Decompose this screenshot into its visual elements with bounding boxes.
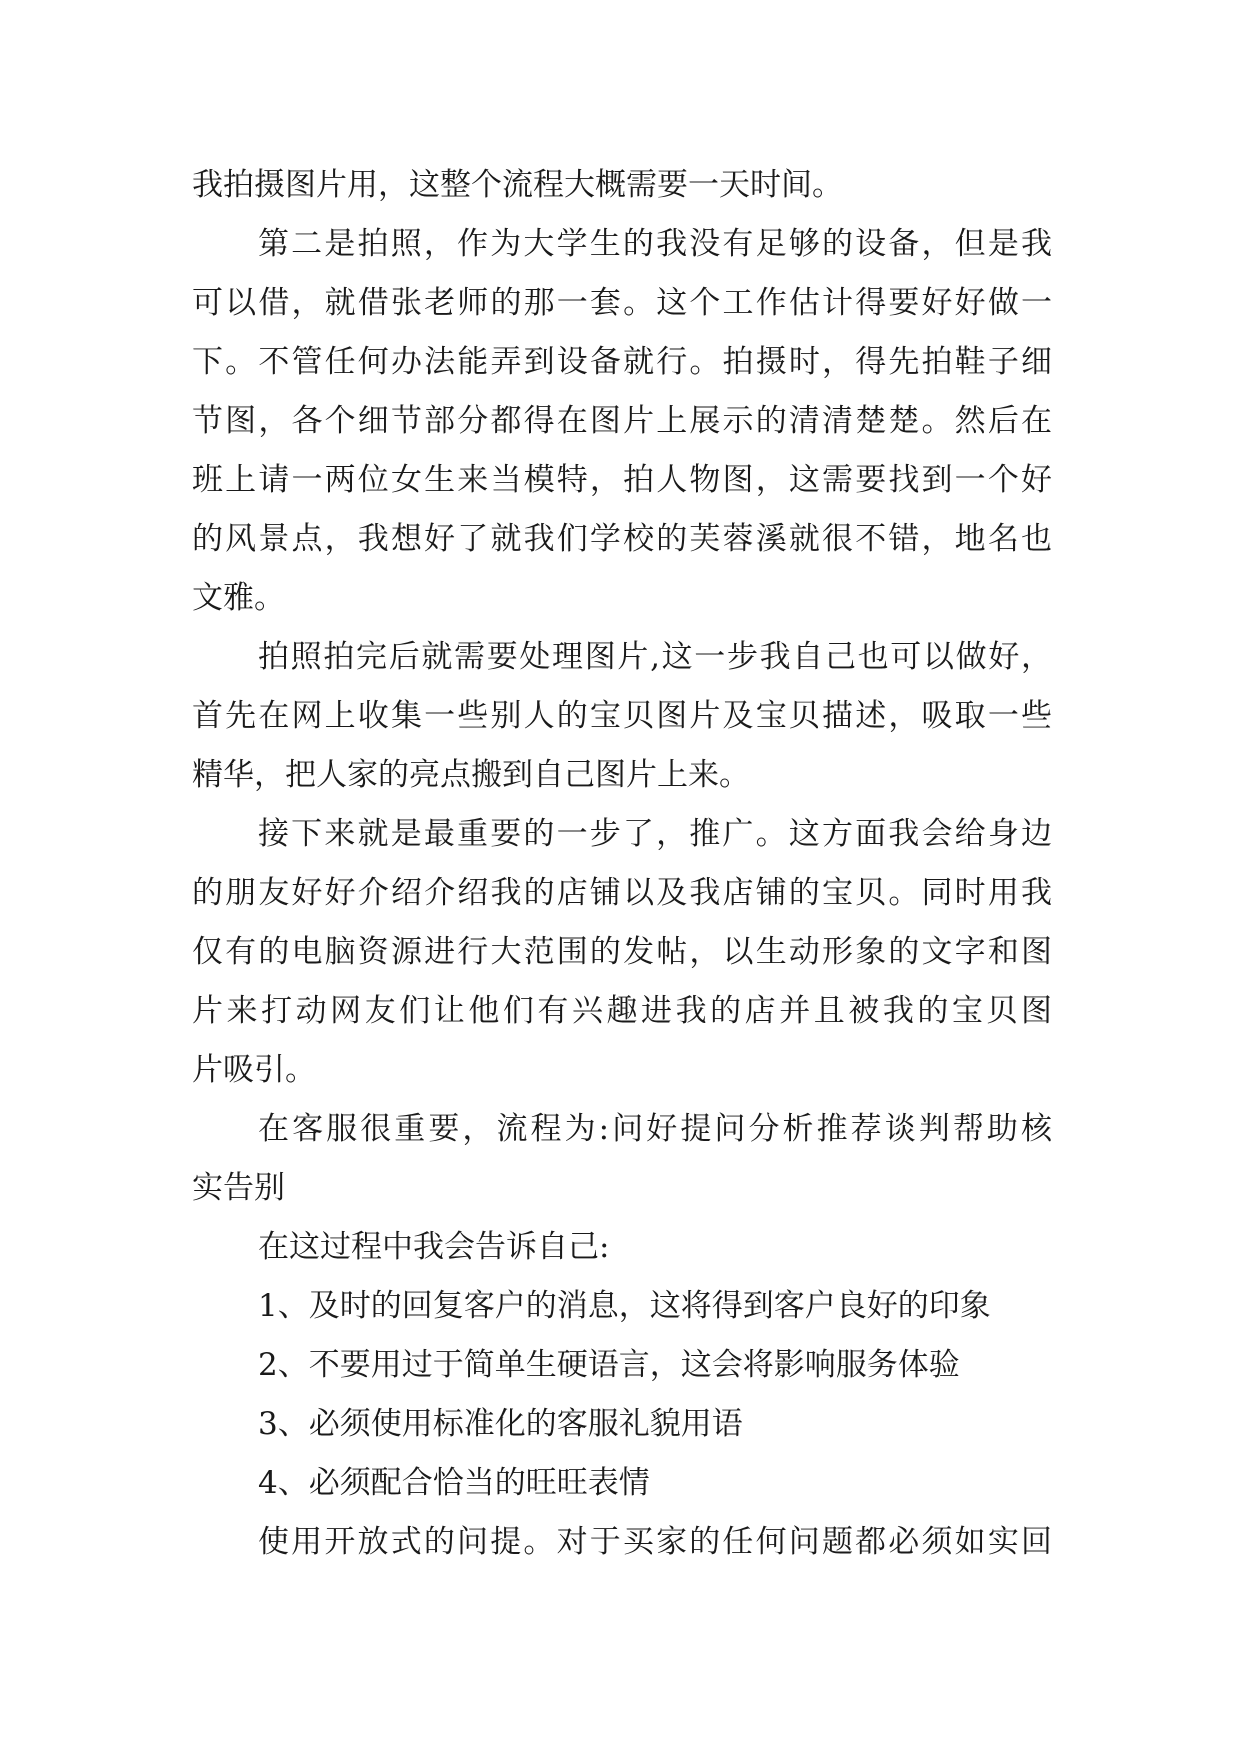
text-line: 在这过程中我会告诉自己:	[258, 1229, 610, 1265]
text-line: 班上请一两位女生来当模特，拍人物图，这需要找到一个好	[192, 462, 1052, 498]
text-line: 下。不管任何办法能弄到设备就行。拍摄时，得先拍鞋子细	[192, 344, 1052, 380]
text-line: 可以借，就借张老师的那一套。这个工作估计得要好好做一	[192, 285, 1052, 321]
text-line: 精华，把人家的亮点搬到自己图片上来。	[192, 757, 750, 793]
text-line: 在客服很重要，流程为:问好提问分析推荐谈判帮助核	[258, 1111, 1052, 1147]
list-item: 1、及时的回复客户的消息，这将得到客户良好的印象	[258, 1288, 991, 1324]
text-line: 的朋友好好介绍介绍我的店铺以及我店铺的宝贝。同时用我	[192, 875, 1052, 911]
list-item: 2、不要用过于简单生硬语言，这会将影响服务体验	[258, 1347, 960, 1383]
text-line: 拍照拍完后就需要处理图片,这一步我自己也可以做好，	[258, 639, 1052, 675]
text-line: 节图，各个细节部分都得在图片上展示的清清楚楚。然后在	[192, 403, 1052, 439]
text-line: 第二是拍照，作为大学生的我没有足够的设备，但是我	[258, 226, 1052, 262]
list-item: 4、必须配合恰当的旺旺表情	[258, 1465, 650, 1501]
text-line: 仅有的电脑资源进行大范围的发帖，以生动形象的文字和图	[192, 934, 1052, 970]
text-line: 片吸引。	[192, 1052, 316, 1088]
text-line: 片来打动网友们让他们有兴趣进我的店并且被我的宝贝图	[192, 993, 1052, 1029]
text-line: 实告别	[192, 1170, 285, 1206]
text-line: 接下来就是最重要的一步了，推广。这方面我会给身边	[258, 816, 1052, 852]
text-line: 使用开放式的问提。对于买家的任何问题都必须如实回	[258, 1524, 1052, 1560]
text-line: 首先在网上收集一些别人的宝贝图片及宝贝描述，吸取一些	[192, 698, 1052, 734]
text-line: 我拍摄图片用，这整个流程大概需要一天时间。	[192, 167, 843, 203]
list-item: 3、必须使用标准化的客服礼貌用语	[258, 1406, 743, 1442]
text-line: 文雅。	[192, 580, 285, 616]
text-line: 的风景点，我想好了就我们学校的芙蓉溪就很不错，地名也	[192, 521, 1052, 557]
